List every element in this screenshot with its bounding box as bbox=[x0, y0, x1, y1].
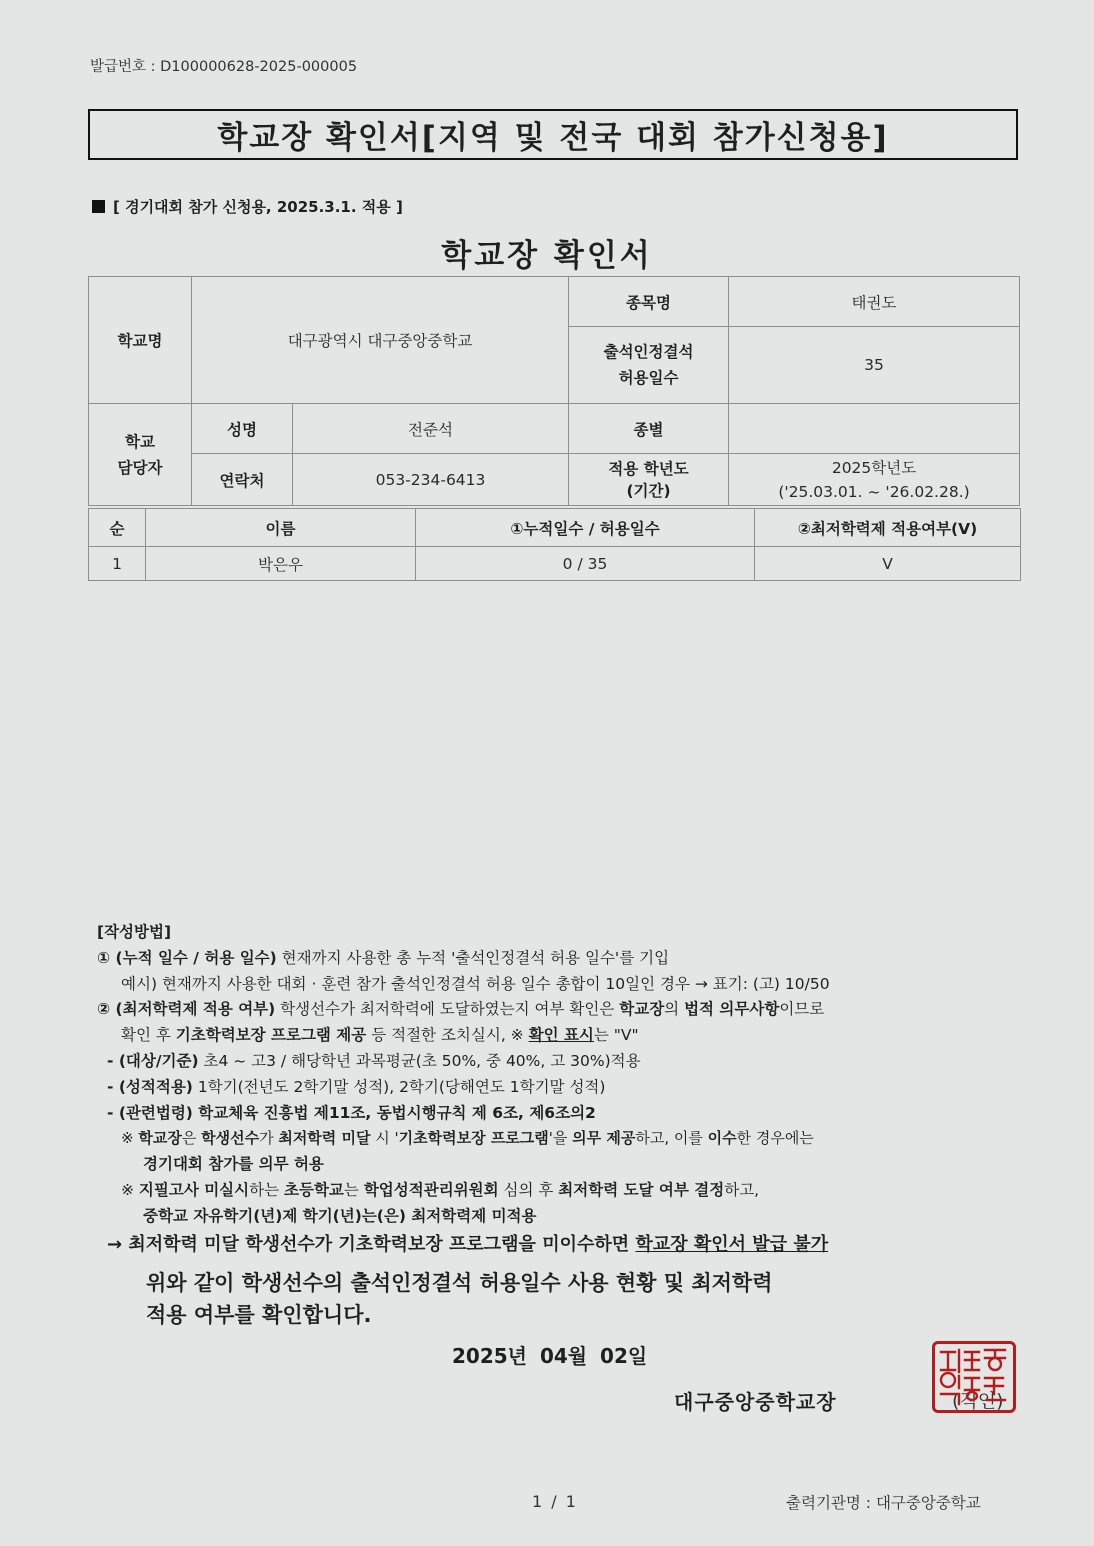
text-span: - (성적적용) bbox=[107, 1077, 193, 1096]
school-year-label-line1: 적용 학년도 bbox=[608, 459, 689, 478]
text-span: 기초학력보장 프로그램 bbox=[398, 1129, 549, 1148]
school-year-label-line2: (기간) bbox=[626, 481, 671, 500]
confirmation-line1: 위와 같이 학생선수의 출석인정결석 허용일수 사용 현황 및 최저학력 bbox=[146, 1271, 773, 1295]
student-table bbox=[88, 508, 1021, 581]
text-span: 학생선수 bbox=[201, 1129, 260, 1148]
text-span: 법적 의무사항 bbox=[684, 1000, 780, 1019]
phone-label: 연락처 bbox=[192, 454, 293, 506]
school-label: 학교명 bbox=[89, 277, 192, 404]
column-header: 이름 bbox=[146, 509, 416, 547]
text-span: 하고, bbox=[724, 1180, 760, 1199]
instruction-2 bbox=[97, 997, 1027, 1023]
text-span: 중학교 자유학기(년)제 학기(년)는(은) 최저학력제 미적용 bbox=[143, 1206, 537, 1225]
text-span: - (대상/기준) bbox=[107, 1051, 199, 1070]
contact-person-label bbox=[89, 404, 192, 506]
detail-target bbox=[97, 1049, 1027, 1075]
instruction-2-title: ② (최저학력제 적용 여부) bbox=[97, 1000, 276, 1019]
text-span: 시 ' bbox=[370, 1129, 399, 1148]
note-2-line2 bbox=[97, 1204, 1027, 1230]
instruction-1 bbox=[97, 946, 1027, 972]
name-value: 전준석 bbox=[293, 404, 569, 454]
school-value: 대구광역시 대구중앙중학교 bbox=[192, 277, 569, 404]
text-span: 학교장 bbox=[619, 1000, 665, 1019]
text-span: 초4 ~ 고3 / 해당학년 과목평균(초 50%, 중 40%, 고 30%)적용 bbox=[198, 1051, 641, 1070]
black-square-icon bbox=[92, 200, 105, 213]
table-cell: 박은우 bbox=[146, 547, 416, 581]
contact-person-label-line1: 학교 bbox=[125, 432, 155, 451]
contact-person-label-line2: 담당자 bbox=[117, 458, 163, 477]
table-row bbox=[89, 547, 1021, 581]
allowed-days-label bbox=[569, 327, 729, 404]
text-span: 는 "V" bbox=[593, 1026, 639, 1045]
text-span: 한 경우에는 bbox=[736, 1129, 814, 1148]
allowed-days-label-line1: 출석인정결석 bbox=[603, 343, 694, 361]
text-span: 초등학교 bbox=[284, 1180, 344, 1199]
text-span: 하는 bbox=[249, 1180, 285, 1199]
form-note-text: [ 경기대회 참가 신청용, 2025.3.1. 적용 ] bbox=[113, 198, 403, 216]
document-title-text: 학교장 확인서[지역 및 전국 대회 참가신청용] bbox=[217, 120, 889, 156]
gender-label: 종별 bbox=[569, 404, 729, 454]
text-span: 학업성적관리위원회 bbox=[363, 1180, 499, 1199]
text-span: 1학기(전년도 2학기말 성적), 2학기(당해연도 1학기말 성적) bbox=[192, 1077, 606, 1096]
note-1-line2 bbox=[97, 1152, 1027, 1178]
official-seal-icon bbox=[932, 1341, 1016, 1413]
phone-value: 053-234-6413 bbox=[293, 454, 569, 506]
text-span: 의무 제공 bbox=[572, 1129, 636, 1148]
text-span: 학생선수가 최저학력에 도달하였는지 여부 확인은 bbox=[275, 1000, 620, 1019]
instruction-1-text: 현재까지 사용한 총 누적 '출석인정결석 허용 일수'를 기입 bbox=[276, 948, 670, 967]
text-span: 확인 표시 bbox=[528, 1026, 594, 1045]
name-label: 성명 bbox=[192, 404, 293, 454]
note-1 bbox=[97, 1126, 1027, 1152]
instruction-1-example: 예시) 현재까지 사용한 대회 · 훈련 참가 출석인정결석 허용 일수 총합이 10일인 경우 → 표기: (고) 10/50 bbox=[121, 974, 830, 993]
issue-number: 발급번호 : D100000628-2025-000005 bbox=[90, 59, 358, 75]
instruction-1-title: ① (누적 일수 / 허용 일수) bbox=[97, 948, 277, 967]
school-year-value bbox=[729, 454, 1020, 506]
text-span: 최저학력 도달 여부 결정 bbox=[558, 1180, 725, 1199]
column-header: ②최저학력제 적용여부(V) bbox=[755, 509, 1021, 547]
text-span: 의 bbox=[664, 1000, 685, 1019]
column-header: 순 bbox=[89, 509, 146, 547]
text-span: 하고, 이를 bbox=[635, 1129, 708, 1148]
printing-institution: 출력기관명 : 대구중앙중학교 bbox=[786, 1494, 981, 1512]
note-2 bbox=[97, 1178, 1027, 1204]
text-span: ※ bbox=[121, 1180, 139, 1199]
gender-value bbox=[729, 404, 1020, 454]
text-span: ※ bbox=[121, 1129, 139, 1148]
text-span: '을 bbox=[548, 1129, 573, 1148]
issue-date: 2025년 04월 02일 bbox=[452, 1344, 648, 1368]
text-span: 는 bbox=[343, 1180, 364, 1199]
text-span: - (관련법령) bbox=[107, 1103, 193, 1122]
text-span: 경기대회 참가를 의무 허용 bbox=[143, 1155, 324, 1174]
table-cell: 1 bbox=[89, 547, 146, 581]
text-span: 최저학력 미달 bbox=[278, 1129, 371, 1148]
table-cell: 0 / 35 bbox=[416, 547, 755, 581]
text-span: 은 bbox=[181, 1129, 202, 1148]
school-year-label bbox=[569, 454, 729, 506]
text-span: 가 bbox=[259, 1129, 279, 1148]
detail-grades bbox=[97, 1075, 1027, 1101]
text-span: → 최저학력 미달 학생선수가 기초학력보장 프로그램을 미이수하면 bbox=[107, 1233, 636, 1255]
detail-law bbox=[97, 1101, 1027, 1127]
school-year-value-line2: ('25.03.01. ~ '26.02.28.) bbox=[778, 482, 970, 501]
confirmation-text bbox=[146, 1267, 773, 1331]
principal-name: 대구중앙중학교장 bbox=[674, 1390, 837, 1414]
allowed-days-value: 35 bbox=[729, 327, 1020, 404]
table-cell: V bbox=[755, 547, 1021, 581]
sub-title: 학교장 확인서 bbox=[441, 238, 653, 274]
document-title bbox=[88, 109, 1018, 160]
text-span: 학교체육 진흥법 제11조, 동법시행규칙 제 6조, 제6조의2 bbox=[192, 1103, 596, 1122]
column-header: ①누적일수 / 허용일수 bbox=[416, 509, 755, 547]
student-table-header bbox=[89, 509, 1021, 547]
instructions-heading: [작성방법] bbox=[97, 923, 172, 941]
school-year-value-line1: 2025학년도 bbox=[831, 458, 917, 477]
text-span: 기초학력보장 프로그램 제공 bbox=[175, 1026, 367, 1045]
text-span: 이수 bbox=[707, 1129, 737, 1148]
seal-mark-label: (직인) bbox=[952, 1390, 1004, 1412]
text-span: 확인 후 bbox=[121, 1026, 176, 1045]
info-table bbox=[88, 276, 1020, 506]
instruction-2-line2 bbox=[97, 1023, 1027, 1049]
sport-label: 종목명 bbox=[569, 277, 729, 327]
warning-line bbox=[107, 1230, 1027, 1260]
confirmation-line2: 적용 여부를 확인합니다. bbox=[146, 1303, 372, 1327]
text-span: 학교장 확인서 발급 불가 bbox=[635, 1233, 829, 1255]
sport-value: 태권도 bbox=[729, 277, 1020, 327]
text-span: 학교장 bbox=[138, 1129, 182, 1148]
text-span: 심의 후 bbox=[498, 1180, 559, 1199]
instructions bbox=[97, 920, 1027, 1260]
page-number: 1 / 1 bbox=[532, 1492, 578, 1511]
text-span: 이므로 bbox=[779, 1000, 825, 1019]
allowed-days-label-line2: 허용일수 bbox=[618, 369, 679, 387]
text-span: 지필고사 미실시 bbox=[138, 1180, 250, 1199]
text-span: 등 적절한 조치실시, ※ bbox=[366, 1026, 529, 1045]
seal-graphic bbox=[935, 1344, 1013, 1410]
form-note bbox=[92, 196, 403, 217]
